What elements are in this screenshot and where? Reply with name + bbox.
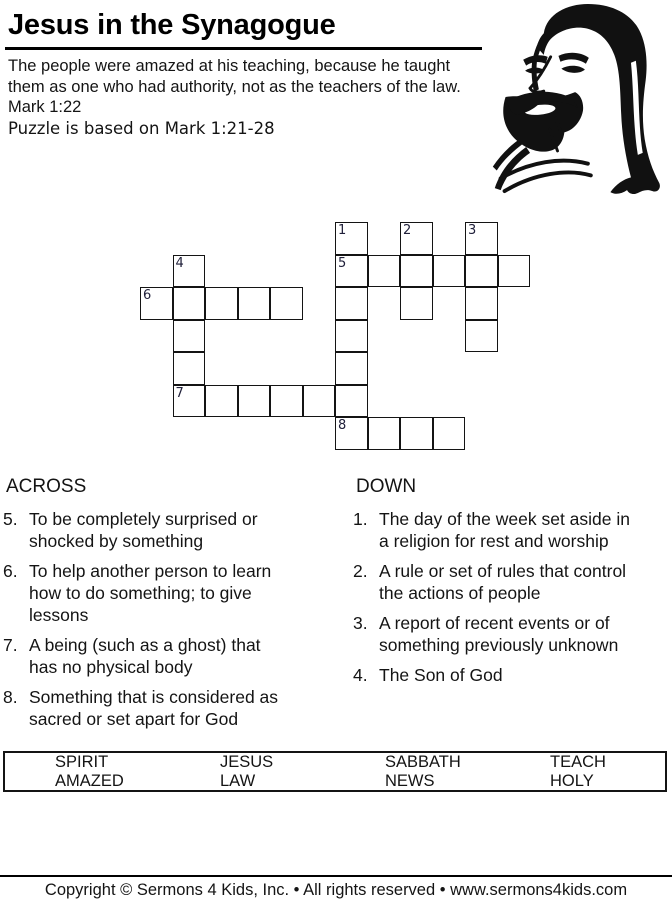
grid-cell-r2-c3[interactable]	[238, 287, 271, 320]
word-bank-word-news: NEWS	[385, 771, 435, 790]
clue-number: 7.	[3, 635, 18, 655]
across-header: ACROSS	[6, 476, 87, 497]
grid-cell-r2-c6[interactable]	[335, 287, 368, 320]
word-bank-word-law: LAW	[220, 771, 256, 790]
clue-number: 4.	[353, 665, 368, 685]
grid-cell-r1-c7[interactable]	[368, 255, 401, 288]
page-title: Jesus in the Synagogue	[8, 9, 336, 41]
down-clues-section	[353, 476, 645, 694]
clue-number: 2.	[353, 561, 368, 581]
across-clue-6	[3, 560, 295, 626]
grid-cell-r5-c6[interactable]	[335, 385, 368, 418]
quote-line-1: The people were amazed at his teaching, because he taught	[8, 57, 451, 75]
down-clue-4	[353, 664, 645, 686]
title-divider	[5, 47, 482, 50]
grid-cell-r4-c6[interactable]	[335, 352, 368, 385]
clue-number: 3.	[353, 613, 368, 633]
cell-number-5: 5	[338, 255, 347, 271]
clue-number: 5.	[3, 509, 18, 529]
cell-number-4: 4	[175, 255, 184, 271]
down-clue-3	[353, 612, 645, 656]
grid-cell-r0-c6[interactable]	[335, 222, 368, 255]
cell-number-1: 1	[338, 223, 347, 238]
clue-number: 6.	[3, 561, 18, 581]
cell-number-3: 3	[468, 223, 477, 238]
grid-cell-r2-c0[interactable]	[140, 287, 173, 320]
grid-cell-r3-c1[interactable]	[173, 320, 206, 353]
grid-cell-r6-c6[interactable]	[335, 417, 368, 450]
grid-cell-r1-c6[interactable]	[335, 255, 368, 288]
word-bank-word-jesus: JESUS	[220, 752, 274, 771]
quote-line-2: them as one who had authority, not as the teachers of the law.	[8, 77, 461, 96]
grid-cell-r5-c2[interactable]	[205, 385, 238, 418]
cell-number-8: 8	[338, 418, 347, 433]
puzzle-basis: Puzzle is based on Mark 1:21-28	[8, 119, 275, 138]
clue-text: To help another person to learn how to do something; to give lessons	[29, 561, 272, 625]
clue-text: Something that is considered as sacred or set apart for God	[29, 687, 279, 729]
grid-cell-r0-c8[interactable]	[400, 222, 433, 255]
word-bank	[3, 751, 667, 792]
grid-cell-r1-c11[interactable]	[498, 255, 531, 288]
clue-text: To be completely surprised or shocked by something	[29, 509, 258, 551]
clue-text: A being (such as a ghost) that has no physical body	[29, 635, 261, 677]
across-clue-8	[3, 686, 295, 730]
grid-cell-r1-c8[interactable]	[400, 255, 433, 288]
clue-text: The day of the week set aside in a religion for rest and worship	[379, 509, 630, 551]
grid-cell-r1-c1[interactable]	[173, 255, 206, 288]
grid-cell-r5-c4[interactable]	[270, 385, 303, 418]
grid-cell-r5-c5[interactable]	[303, 385, 336, 418]
across-clue-7	[3, 634, 295, 678]
clue-number: 8.	[3, 687, 18, 707]
word-bank-word-amazed: AMAZED	[55, 771, 124, 790]
grid-cell-r6-c9[interactable]	[433, 417, 466, 450]
scripture-reference: Mark 1:22	[8, 98, 82, 116]
grid-cell-r2-c8[interactable]	[400, 287, 433, 320]
jesus-illustration	[492, 2, 670, 196]
grid-cell-r1-c10[interactable]	[465, 255, 498, 288]
jesus-line-art-icon	[492, 2, 670, 196]
grid-cell-r3-c10[interactable]	[465, 320, 498, 353]
down-clue-1	[353, 508, 645, 552]
grid-cell-r3-c6[interactable]	[335, 320, 368, 353]
crossword-grid	[140, 222, 532, 451]
grid-cell-r5-c3[interactable]	[238, 385, 271, 418]
grid-cell-r4-c1[interactable]	[173, 352, 206, 385]
cell-number-7: 7	[175, 385, 184, 401]
word-bank-word-spirit: SPIRIT	[55, 752, 109, 771]
grid-cell-r2-c1[interactable]	[173, 287, 206, 320]
across-clue-5	[3, 508, 295, 552]
grid-cell-r2-c10[interactable]	[465, 287, 498, 320]
down-clue-list	[353, 508, 645, 686]
footer-divider	[0, 875, 672, 877]
grid-cell-r2-c2[interactable]	[205, 287, 238, 320]
clue-text: The Son of God	[379, 665, 503, 685]
cell-number-6: 6	[143, 288, 152, 303]
clue-text: A report of recent events or of something previously unknown	[379, 613, 619, 655]
across-clue-list	[3, 508, 295, 730]
clue-text: A rule or set of rules that control the actions of people	[379, 561, 627, 603]
word-bank-row-2	[5, 772, 665, 791]
grid-cell-r5-c1[interactable]	[173, 385, 206, 418]
grid-cell-r6-c8[interactable]	[400, 417, 433, 450]
down-clue-2	[353, 560, 645, 604]
scripture-quote	[8, 56, 461, 118]
clue-number: 1.	[353, 509, 368, 529]
word-bank-row-1	[5, 753, 665, 772]
down-header: DOWN	[356, 476, 417, 497]
grid-cell-r2-c4[interactable]	[270, 287, 303, 320]
grid-cell-r6-c7[interactable]	[368, 417, 401, 450]
grid-cell-r1-c9[interactable]	[433, 255, 466, 288]
across-clues-section	[3, 476, 295, 738]
grid-cell-r0-c10[interactable]	[465, 222, 498, 255]
word-bank-word-sabbath: SABBATH	[385, 752, 461, 771]
copyright-footer: Copyright © Sermons 4 Kids, Inc. • All rights reserved • www.sermons4kids.com	[44, 881, 628, 899]
word-bank-word-holy: HOLY	[550, 771, 594, 790]
word-bank-word-teach: TEACH	[550, 752, 606, 771]
cell-number-2: 2	[403, 223, 412, 238]
